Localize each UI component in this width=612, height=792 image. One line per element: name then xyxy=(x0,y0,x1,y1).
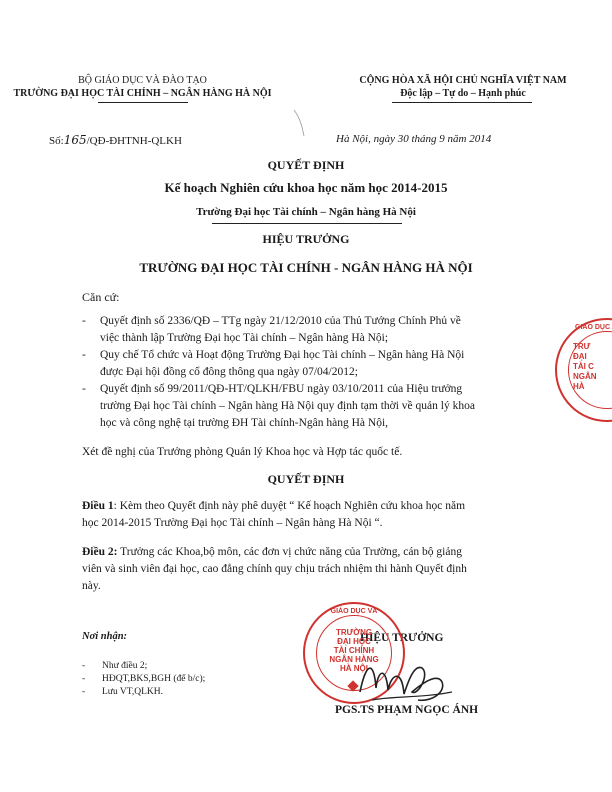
signer-name: PGS.TS PHẠM NGỌC ÁNH xyxy=(335,704,479,716)
recipient-item: - Lưu VT,QLKH. xyxy=(82,687,163,697)
bullet-dash: - xyxy=(82,315,86,327)
bullet-dash: - xyxy=(82,383,86,395)
country-name: CỘNG HÒA XÃ HỘI CHỦ NGHĨA VIỆT NAM xyxy=(359,75,567,86)
edge-seal-line: TRƯ xyxy=(573,342,591,351)
national-motto: Độc lập – Tự do – Hạnh phúc xyxy=(400,88,526,99)
doc-number-handwritten: 165 xyxy=(63,133,87,147)
basis-item-3-line-3: học và công nghệ tại trường ĐH Tài chính-Ngân hàng Hà Nội, xyxy=(100,417,389,429)
basis-item-2-line-1: Quy chế Tổ chức và Hoạt động Trường Đại học Tài chính – Ngân hàng Hà Nội xyxy=(100,349,465,361)
recipients-label: Nơi nhận: xyxy=(82,631,128,642)
article-2-line-3: này. xyxy=(82,580,101,592)
basis-item-1 xyxy=(82,313,461,347)
recipient-item: - HĐQT,BKS,BGH (để b/c); xyxy=(82,674,206,684)
article-2-label: Điều 2: xyxy=(82,546,118,558)
header-left-underline xyxy=(98,102,188,103)
edge-seal-line: TÀI C xyxy=(573,362,594,371)
document-title: QUYẾT ĐỊNH xyxy=(267,158,345,172)
article-2-line-1: Trưởng các Khoa,bộ môn, các đơn vị chức năng của Trường, cán bộ giảng xyxy=(117,546,462,558)
bullet-dash: - xyxy=(82,349,86,361)
basis-item-2-line-2: được Đại hội đồng cổ đông thông qua ngày 07/04/2012; xyxy=(100,366,358,378)
edge-seal-line: ĐẠI xyxy=(573,352,587,361)
header-right-underline xyxy=(392,102,532,103)
document-number xyxy=(49,133,182,147)
edge-seal xyxy=(555,318,612,422)
proposal-text: Xét đề nghị của Trưởng phòng Quản lý Khoa học và Hợp tác quốc tế. xyxy=(82,446,403,458)
authority-org: TRƯỜNG ĐẠI HỌC TÀI CHÍNH - NGÂN HÀNG HÀ NỘI xyxy=(139,260,473,275)
article-2 xyxy=(82,544,467,595)
seal-line: TÀI CHÍNH xyxy=(333,646,375,655)
basis-item-1-line-1: Quyết định số 2336/QĐ – TTg ngày 21/12/2010 của Thủ Tướng Chính Phủ về xyxy=(100,315,461,327)
article-1-line-2: học 2014-2015 Trường Đại học Tài chính – Ngân hàng Hà Nội “. xyxy=(82,517,383,529)
seal-line: HÀ NỘI xyxy=(340,664,368,673)
recipient-item: - Như điều 2; xyxy=(82,661,148,671)
article-1-label: Điều 1 xyxy=(82,500,114,512)
edge-seal-line: HÀ xyxy=(573,382,585,391)
basis-item-2 xyxy=(82,347,465,381)
handwritten-signature xyxy=(352,652,462,712)
article-1-line-1: : Kèm theo Quyết định này phê duyệt “ Kế hoạch Nghiên cứu khoa học năm xyxy=(113,500,466,512)
seal-arc-text: GIÁO DỤC VÀ xyxy=(330,608,378,615)
decision-heading: QUYẾT ĐỊNH xyxy=(267,472,345,486)
scan-artifact xyxy=(292,108,306,138)
basis-item-3-line-1: Quyết định số 99/2011/QĐ-HT/QLKH/FBU ngày 03/10/2011 của Hiệu trưởng xyxy=(100,383,463,395)
basis-item-3-line-2: trường Đại học Tài chính – Ngân hàng Hà Nội quy định tạm thời về quản lý khoa xyxy=(100,400,475,412)
edge-seal-arc-text: GIÁO DỤC xyxy=(575,324,610,331)
signer-title: HIỆU TRƯỞNG xyxy=(360,632,444,644)
seal-line: TRƯỜNG xyxy=(335,628,373,637)
doc-number-suffix: /QĐ-ĐHTNH-QLKH xyxy=(86,135,182,147)
place-date: Hà Nội, ngày 30 tháng 9 năm 2014 xyxy=(336,133,492,145)
article-1 xyxy=(82,498,465,532)
seal-line: NGÂN HÀNG xyxy=(329,655,379,664)
university-name: TRƯỜNG ĐẠI HỌC TÀI CHÍNH – NGÂN HÀNG HÀ NỘI xyxy=(13,88,272,99)
edge-seal-line: NGÂN xyxy=(573,372,597,381)
ministry-name: BỘ GIÁO DỤC VÀ ĐÀO TẠO xyxy=(78,75,207,86)
seal-line: ĐẠI HỌC xyxy=(337,637,371,646)
document-subtitle: Kế hoạch Nghiên cứu khoa học năm học 2014-2015 xyxy=(164,180,448,195)
issuer-name: Trường Đại học Tài chính – Ngân hàng Hà Nội xyxy=(196,206,416,218)
recipients-list xyxy=(82,660,205,699)
doc-number-prefix: Số: xyxy=(49,135,64,147)
article-2-line-2: viên và sinh viên đại học, cao đẳng chính quy chịu trách nhiệm thi hành Quyết định xyxy=(82,563,467,575)
basis-item-1-line-2: việc thành lập Trường Đại học Tài chính – Ngân hàng Hà Nội; xyxy=(100,332,389,344)
issuer-underline xyxy=(212,223,402,224)
basis-label: Căn cứ: xyxy=(82,290,120,304)
authority-title: HIỆU TRƯỞNG xyxy=(262,232,350,246)
basis-item-3 xyxy=(82,381,475,432)
